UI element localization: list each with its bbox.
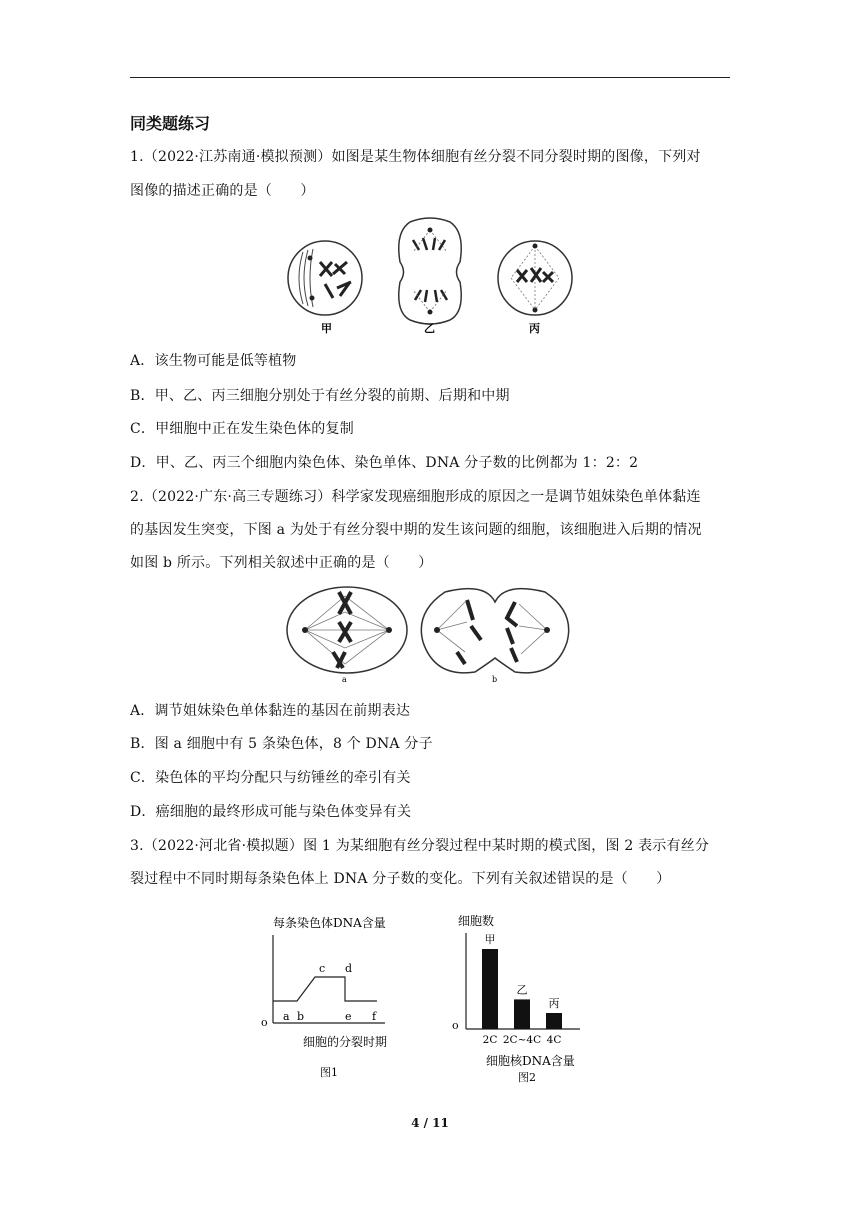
fig1-point-c: c: [319, 962, 326, 975]
bar-0: [482, 949, 498, 1029]
q1-option-d: D．甲、乙、丙三个细胞内染色体、染色单体、DNA 分子数的比例都为 1：2：2: [130, 455, 639, 471]
fig2-ylabel: 细胞数: [458, 914, 495, 928]
fig1-xlabel: 细胞的分裂时期: [303, 1035, 388, 1049]
q1-option-a: A．该生物可能是低等植物: [130, 353, 297, 369]
q3-figure1: [255, 905, 425, 1085]
fig-label-a: a: [342, 675, 347, 684]
q3-stem-line2: 裂过程中不同时期每条染色体上 DNA 分子数的变化。下列有关叙述错误的是（ ）: [130, 871, 671, 887]
fig1-caption: 图1: [320, 1066, 338, 1079]
bar-label-2: 丙: [548, 997, 560, 1010]
bar-label-0: 甲: [484, 933, 496, 946]
cell-bing-drawing: [498, 241, 572, 315]
cell-a-drawing: [287, 587, 407, 673]
fig-label-jia: 甲: [321, 322, 332, 335]
q2-option-d: D．癌细胞的最终形成可能与染色体变异有关: [130, 804, 412, 820]
cell-jia-drawing: [288, 241, 362, 315]
fig1-ylabel: 每条染色体DNA含量: [273, 916, 386, 930]
fig1-curve: [273, 977, 377, 1001]
cell-b-drawing: [421, 589, 568, 673]
bar-label-1: 乙: [516, 983, 528, 997]
fig1-origin: o: [261, 1016, 268, 1029]
q1-figure: [285, 212, 575, 337]
q3-stem-line1: 3.（2022·河北省·模拟题）图 1 为某细胞有丝分裂过程中某时期的模式图，图 2 表示有丝分: [130, 838, 710, 854]
q1-option-b: B．甲、乙、丙三细胞分别处于有丝分裂的前期、后期和中期: [130, 388, 510, 404]
fig-label-bing: 丙: [529, 322, 540, 335]
q2-option-b: B．图 a 细胞中有 5 条染色体，8 个 DNA 分子: [130, 736, 433, 752]
x-tick-label-2: 4C: [546, 1034, 562, 1046]
fig2-xlabel: 细胞核DNA含量: [486, 1054, 575, 1068]
fig1-point-e: e: [345, 1010, 352, 1023]
fig2-caption: 图2: [518, 1071, 536, 1084]
cell-yi-drawing: [399, 218, 462, 324]
fig1-point-f: f: [372, 1010, 377, 1023]
fig1-point-d: d: [345, 962, 353, 975]
q2-stem-line3: 如图 b 所示。下列相关叙述中正确的是（ ）: [130, 555, 433, 571]
fig-label-yi: 乙: [424, 322, 435, 335]
bar-1: [514, 999, 530, 1029]
q1-stem-line2: 图像的描述正确的是（ ）: [130, 183, 315, 199]
q3-figure2: [440, 905, 610, 1085]
fig2-origin: o: [452, 1019, 459, 1032]
q2-stem-line1: 2.（2022·广东·高三专题练习）科学家发现癌细胞形成的原因之一是调节姐妹染色单体黏连: [130, 489, 701, 505]
header-rule: [130, 77, 730, 78]
q2-option-a: A．调节姐妹染色单体黏连的基因在前期表达: [130, 703, 411, 719]
x-tick-label-0: 2C: [482, 1034, 498, 1046]
bar-2: [546, 1013, 562, 1029]
page-number: 4 / 11: [411, 1116, 449, 1130]
fig1-point-a: a: [283, 1010, 290, 1023]
q1-stem-line1: 1.（2022·江苏南通·模拟预测）如图是某生物体细胞有丝分裂不同分裂时期的图像，下列对: [130, 149, 701, 165]
q2-stem-line2: 的基因发生突变，下图 a 为处于有丝分裂中期的发生该问题的细胞，该细胞进入后期的情况: [130, 522, 702, 538]
q1-option-c: C．甲细胞中正在发生染色体的复制: [130, 421, 354, 437]
x-tick-label-1: 2C~4C: [502, 1034, 542, 1046]
q2-figure: [285, 582, 575, 687]
section-title: 同类题练习: [130, 114, 211, 133]
q2-option-c: C．染色体的平均分配只与纺锤丝的牵引有关: [130, 770, 411, 786]
fig1-point-b: b: [297, 1010, 305, 1023]
fig-label-b: b: [492, 675, 498, 684]
